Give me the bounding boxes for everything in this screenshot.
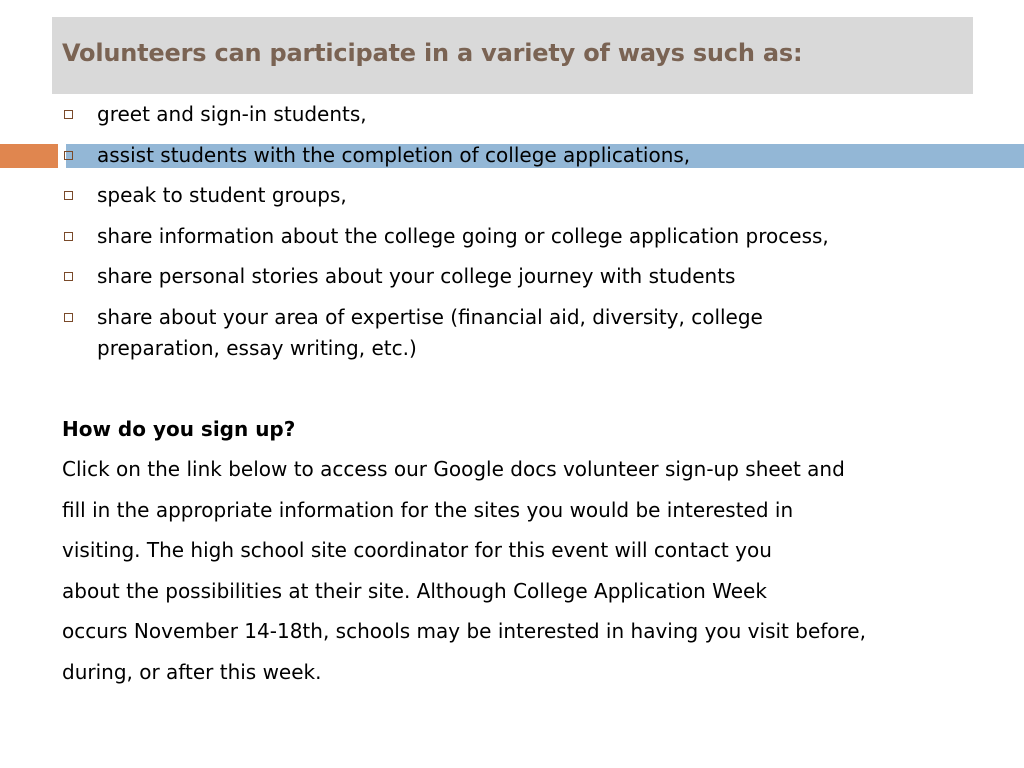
signup-heading: How do you sign up? (62, 417, 296, 441)
slide-title: Volunteers can participate in a variety of ways such as: (62, 39, 803, 67)
hollow-square-icon (64, 272, 73, 281)
list-item (62, 261, 992, 292)
list-item-text: share personal stories about your college journey with students (97, 264, 736, 288)
list-item-text: greet and sign-in students, (97, 102, 367, 126)
list-item-text: speak to student groups, (97, 183, 347, 207)
list-item-text: share about your area of expertise (financial aid, diversity, college preparation, essay writing, etc.) (97, 304, 763, 360)
volunteer-ways-list (62, 99, 992, 373)
paragraph-line: occurs November 14-18th, schools may be interested in having you visit before, (62, 619, 866, 644)
hollow-square-icon (64, 313, 73, 322)
list-item (62, 140, 992, 171)
list-item-text: assist students with the completion of college applications, (97, 142, 691, 167)
paragraph-line: fill in the appropriate information for the sites you would be interested in (62, 497, 794, 522)
hollow-square-icon (64, 232, 73, 241)
paragraph-line: about the possibilities at their site. Although College Application Week (62, 578, 767, 603)
hollow-square-icon (64, 151, 73, 160)
list-item (62, 302, 887, 364)
list-item (62, 221, 992, 252)
hollow-square-icon (64, 110, 73, 119)
accent-bar-orange (0, 144, 58, 168)
paragraph-line: Click on the link below to access our Google docs volunteer sign-up sheet and (62, 457, 845, 481)
list-item (62, 180, 992, 211)
list-item-text: share information about the college going or college application process, (97, 223, 829, 248)
hollow-square-icon (64, 191, 73, 200)
signup-paragraph (62, 454, 1002, 698)
title-banner (52, 17, 973, 94)
list-item (62, 99, 992, 130)
paragraph-line: during, or after this week. (62, 659, 322, 684)
paragraph-line: visiting. The high school site coordinator for this event will contact you (62, 538, 772, 563)
